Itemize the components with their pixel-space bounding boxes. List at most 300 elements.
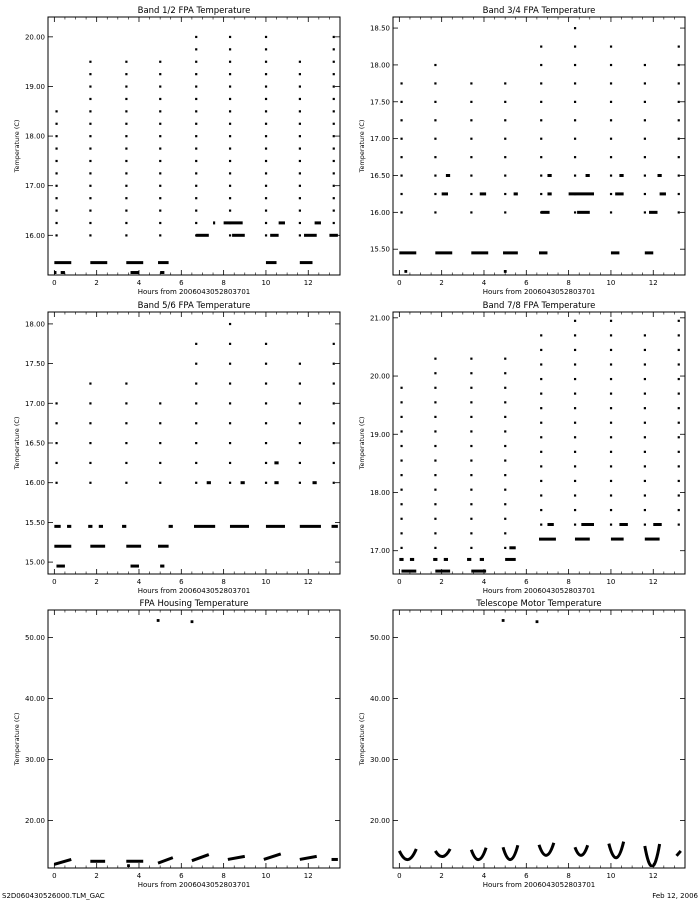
chart-1-data-point [125,135,127,137]
chart-3-data-point [125,382,127,384]
chart-6-data-point [575,845,588,855]
chart-3-data-point [195,482,197,484]
chart-1-data-point [299,185,301,187]
chart-5-y-tick-label: 30.00 [24,755,45,764]
chart-3-x-tick-label: 6 [179,578,184,586]
chart-1-data-point [299,73,301,75]
chart-4-data-point [644,480,646,482]
chart-2-data-point [400,156,402,158]
chart-4-data-point [470,459,472,461]
chart-2-data-point [400,211,402,213]
chart-3-y-tick-label: 16.00 [24,479,45,488]
chart-1-data-point [125,234,127,236]
chart-2-data-layer [399,27,680,273]
chart-3-data-point [159,422,161,424]
chart-1-data-point [333,160,335,162]
chart-3-y-axis-label: Temperature (C) [13,416,21,470]
chart-4-x-tick-label: 0 [397,578,402,586]
chart-5-plot-frame [48,610,340,868]
chart-2-data-point [404,270,407,273]
chart-3-data-point [89,402,91,404]
chart-2-data-point [540,82,542,84]
chart-2-data-point [434,156,436,158]
chart-4-data-point [540,524,542,526]
chart-1-data-point [195,36,197,38]
chart-5-data-point [228,856,245,859]
chart-1-data-point [125,222,127,224]
chart-1-data-point [89,210,91,212]
chart-4-data-point [540,480,542,482]
chart-5-y-tick-label: 40.00 [24,694,45,703]
chart-3-x-tick-label: 8 [221,578,226,586]
chart-4-data-point [434,518,436,520]
chart-6-y-tick-label: 20.00 [369,816,390,825]
chart-2-data-point [574,156,576,158]
chart-4-data-point [400,503,402,505]
chart-4-data-point [434,358,436,360]
chart-1-data-point [159,197,161,199]
chart-3-data-point [299,422,301,424]
chart-4-data-point [434,474,436,476]
chart-4-data-point [400,416,402,418]
chart-4-data-point [678,422,680,424]
chart-1-data-point [55,110,57,112]
chart-1-data-point [125,172,127,174]
chart-4-data-point [574,363,576,365]
chart-3-data-point [333,343,335,345]
chart-4-data-point [400,474,402,476]
chart-6-data-point [539,843,554,856]
chart-2-data-point [678,119,680,121]
chart-3-data-point [265,442,267,444]
chart-1-x-tick-label: 6 [179,279,184,287]
chart-4-data-point [540,494,542,496]
chart-2-data-point [574,211,576,213]
chart-1-data-point [299,234,301,236]
chart-4-data-point [470,503,472,505]
chart-1-data-point [55,160,57,162]
chart-3-y-tick-label: 15.00 [24,558,45,567]
chart-4-data-point [610,451,612,453]
chart-4-data-point [678,465,680,467]
chart-1-data-point [265,61,267,63]
chart-4-data-point [540,451,542,453]
chart-5-data-point [157,619,160,622]
chart-1-data-point [333,135,335,137]
chart-4-data-point [504,372,506,374]
chart-2-data-point [504,174,506,176]
chart-4-data-point [504,416,506,418]
chart-4-data-point [434,489,436,491]
chart-6-data-point [609,842,624,858]
chart-4-data-point [434,547,436,549]
chart-1-data-point [159,147,161,149]
chart-1-data-point [333,123,335,125]
chart-1-data-point [89,98,91,100]
chart-2-y-axis-label: Temperature (C) [358,119,366,173]
chart-1-data-point [333,110,335,112]
chart-4-data-point [504,387,506,389]
chart-2-data-point [470,101,472,103]
chart-4-data-point [678,480,680,482]
chart-4-data-point [504,547,506,549]
chart-1-data-point [333,61,335,63]
chart-4-data-point [644,334,646,336]
chart-1-data-point [125,110,127,112]
chart-4-data-point [574,451,576,453]
chart-4-data-point [610,494,612,496]
chart-1-data-point [125,61,127,63]
chart-2-data-point [504,156,506,158]
chart-6-data-point [502,619,505,622]
chart-3-data-point [195,402,197,404]
chart-4-data-point [434,387,436,389]
chart-5-y-tick-label: 50.00 [24,633,45,642]
chart-1-x-tick-label: 12 [303,279,313,287]
chart-5-x-tick-label: 8 [221,872,226,880]
chart-4-data-point [470,532,472,534]
chart-4-data-point [644,393,646,395]
chart-2-data-point [644,174,646,176]
chart-3-data-point [265,482,267,484]
chart-4-data-point [470,489,472,491]
chart-3-data-point [299,402,301,404]
chart-1-data-point [89,234,91,236]
chart-4-x-tick-label: 12 [648,578,658,586]
chart-2-data-point [470,138,472,140]
chart-1-data-point [195,172,197,174]
chart-6-x-tick-label: 6 [524,872,529,880]
chart-1-data-point [333,73,335,75]
chart-1-data-point [333,185,335,187]
chart-2-x-tick-label: 10 [606,279,616,287]
chart-1-data-point [229,197,231,199]
chart-5-data-point [192,855,209,861]
chart-2-y-tick-label: 16.00 [369,208,390,217]
chart-4-data-point [400,459,402,461]
chart-2-data-point [540,64,542,66]
chart-2-data-point [678,64,680,66]
chart-2-data-point [678,156,680,158]
chart-2-data-point [400,119,402,121]
chart-1-data-point [159,160,161,162]
chart-3-data-point [55,422,57,424]
chart-4-data-point [470,518,472,520]
chart-3-data-point [265,363,267,365]
chart-6-title: Telescope Motor Temperature [476,599,602,609]
chart-6-data-point [536,620,539,623]
chart-2-data-point [610,64,612,66]
chart-2-data-point [644,211,646,213]
chart-1-y-tick-label: 18.00 [24,132,45,141]
chart-3-x-tick-label: 12 [303,578,313,586]
chart-2-y-tick-label: 18.00 [369,61,390,70]
chart-2-data-point [678,138,680,140]
chart-5-x-tick-label: 4 [136,872,142,880]
chart-1-data-point [333,147,335,149]
chart-3-data-point [89,462,91,464]
chart-4-data-point [610,378,612,380]
chart-1-data-point [229,123,231,125]
chart-1-data-point [229,36,231,38]
chart-2-data-point [574,193,576,195]
chart-4-data-point [504,474,506,476]
chart-4-x-tick-label: 6 [524,578,529,586]
chart-1-data-point [125,197,127,199]
chart-4-y-tick-label: 18.00 [369,488,390,497]
chart-2-data-point [504,270,507,273]
chart-2-data-point [540,174,542,176]
chart-4-data-point [400,387,402,389]
chart-3-data-point [265,402,267,404]
chart-3-data-point [265,462,267,464]
chart-4-y-axis-label: Temperature (C) [358,416,366,470]
chart-2-data-point [470,119,472,121]
chart-6-x-tick-label: 8 [566,872,571,880]
chart-4-data-point [470,372,472,374]
chart-2-data-point [644,101,646,103]
chart-1-data-point [89,135,91,137]
chart-3-data-point [229,323,231,325]
chart-3-data-point [195,462,197,464]
chart-4-data-point [574,393,576,395]
chart-1-data-point [229,222,231,224]
chart-3-y-tick-label: 17.50 [24,360,45,369]
chart-1-data-point [159,61,161,63]
chart-3-y-tick-label: 17.00 [24,399,45,408]
chart-1-x-tick-label: 0 [52,279,57,287]
chart-2-data-point [504,119,506,121]
chart-4-data-point [678,494,680,496]
chart-4-data-point [644,465,646,467]
chart-2-data-point [610,101,612,103]
chart-2-data-point [540,156,542,158]
chart-4-data-point [434,503,436,505]
chart-1-data-point [265,234,267,236]
chart-4-data-point [644,436,646,438]
chart-3-data-point [265,422,267,424]
chart-4-data-point [610,363,612,365]
chart-1-data-point [159,98,161,100]
chart-2-data-point [504,193,506,195]
chart-2-x-tick-label: 12 [648,279,658,287]
chart-1-data-point [159,85,161,87]
chart-5-y-tick-label: 20.00 [24,816,45,825]
chart-1-data-point [229,73,231,75]
chart-1-data-point [89,61,91,63]
chart-2-data-point [540,45,542,47]
chart-1-data-point [195,234,197,236]
chart-3-data-point [299,382,301,384]
chart-2-data-point [434,138,436,140]
chart-1-data-point [89,222,91,224]
chart-1-data-point [195,160,197,162]
chart-4-data-point [678,363,680,365]
chart-1-y-tick-label: 17.00 [24,182,45,191]
chart-3-data-point [89,382,91,384]
chart-1-data-point [125,160,127,162]
chart-4-x-tick-label: 4 [481,578,487,586]
chart-1-data-point [229,147,231,149]
chart-1-data-point [333,222,335,224]
chart-2-data-point [540,193,542,195]
chart-1-data-point [55,172,57,174]
chart-4-data-point [400,445,402,447]
chart-4-data-point [678,509,680,511]
chart-3-data-point [159,442,161,444]
chart-2-data-point [610,174,612,176]
chart-6-x-tick-label: 4 [481,872,487,880]
chart-1-data-point [229,110,231,112]
chart-1-data-point [195,222,197,224]
chart-2-data-point [504,138,506,140]
chart-2-data-point [434,193,436,195]
chart-3-data-point [333,482,335,484]
chart-4-data-point [540,407,542,409]
chart-1-data-point [195,197,197,199]
chart-1-data-point [89,123,91,125]
chart-2-title: Band 3/4 FPA Temperature [482,6,596,16]
chart-1-data-point [265,222,267,224]
chart-3-data-layer [54,323,338,566]
chart-4-data-point [540,349,542,351]
chart-4-data-point [400,430,402,432]
chart-1-data-point [55,210,57,212]
chart-3-data-point [229,482,231,484]
chart-1-data-point [229,160,231,162]
chart-4-data-point [434,416,436,418]
chart-6-x-tick-label: 0 [397,872,402,880]
chart-1-data-point [125,98,127,100]
chart-1-data-point [265,123,267,125]
chart-1-data-point [333,172,335,174]
chart-1-data-point [299,123,301,125]
chart-3-data-point [229,462,231,464]
chart-6-data-point [399,849,416,860]
chart-2-data-point [678,211,680,213]
chart-1-data-point [333,197,335,199]
chart-1-data-point [159,73,161,75]
chart-1-data-point [299,110,301,112]
chart-4-data-point [678,334,680,336]
chart-4-data-point [610,509,612,511]
chart-4-data-point [678,451,680,453]
chart-4-data-point [644,349,646,351]
chart-3-data-point [55,462,57,464]
chart-1-data-point [265,185,267,187]
chart-4-data-point [540,393,542,395]
chart-3-x-tick-label: 2 [94,578,99,586]
chart-4-data-point [470,358,472,360]
chart-3-plot-frame [48,312,340,574]
chart-3-data-point [89,442,91,444]
chart-2-y-tick-label: 16.50 [369,171,390,180]
chart-1-data-point [229,135,231,137]
chart-3-data-point [299,462,301,464]
chart-2-x-tick-label: 2 [439,279,444,287]
chart-2-data-point [678,101,680,103]
chart-3-data-point [125,442,127,444]
chart-4-data-point [678,407,680,409]
chart-3-data-point [229,343,231,345]
chart-1-data-point [195,48,197,50]
chart-3-data-point [299,482,301,484]
chart-1-data-point [265,197,267,199]
chart-3-y-tick-label: 18.00 [24,320,45,329]
chart-4-data-point [574,407,576,409]
chart-1-data-point [333,48,335,50]
chart-1-x-tick-label: 2 [94,279,99,287]
chart-4-data-point [470,445,472,447]
chart-4-data-point [678,393,680,395]
chart-1-data-point [89,160,91,162]
chart-1-data-point [159,172,161,174]
chart-4-data-point [400,489,402,491]
chart-2-data-point [574,138,576,140]
chart-2-data-point [678,45,680,47]
chart-1-x-tick-label: 10 [261,279,271,287]
chart-1-data-point [229,85,231,87]
chart-4-data-point [644,407,646,409]
chart-1-data-point [159,185,161,187]
chart-1-x-axis-label: Hours from 2006043052803701 [137,288,251,296]
chart-2-data-point [574,101,576,103]
chart-2-data-point [470,193,472,195]
chart-1-data-point [299,85,301,87]
chart-1-data-point [89,185,91,187]
chart-6-x-tick-label: 12 [648,872,658,880]
chart-2-data-point [540,211,542,213]
chart-1-data-point [195,185,197,187]
chart-1-data-point [265,73,267,75]
chart-4-y-tick-label: 21.00 [369,314,390,323]
chart-1-data-point [125,185,127,187]
chart-1-data-point [55,123,57,125]
chart-2-data-point [644,138,646,140]
chart-1-data-point [89,110,91,112]
chart-3-data-point [333,382,335,384]
chart-1-data-point [159,135,161,137]
chart-1-data-point [265,110,267,112]
chart-1-data-point [265,160,267,162]
chart-2-data-point [678,193,680,195]
chart-4-data-point [574,320,576,322]
chart-4-y-tick-label: 17.00 [369,547,390,556]
chart-5-data-point [158,858,173,863]
chart-2-data-point [644,119,646,121]
chart-2-data-point [400,138,402,140]
chart-2-data-point [434,82,436,84]
chart-2-data-point [610,82,612,84]
chart-4-data-point [610,393,612,395]
chart-1-data-point [159,110,161,112]
chart-3-data-point [125,422,127,424]
chart-4-x-tick-label: 2 [439,578,444,586]
chart-1-data-point [265,135,267,137]
chart-5-y-axis-label: Temperature (C) [13,712,21,766]
chart-4-data-point [678,436,680,438]
chart-5-data-point [264,854,281,859]
chart-6-y-tick-label: 40.00 [369,694,390,703]
chart-4-data-point [574,465,576,467]
chart-1-data-point [299,135,301,137]
chart-2-data-point [540,138,542,140]
chart-4-data-point [678,349,680,351]
chart-3-data-point [125,462,127,464]
chart-4-data-point [400,532,402,534]
chart-6-x-tick-label: 10 [606,872,616,880]
chart-3-data-point [229,382,231,384]
